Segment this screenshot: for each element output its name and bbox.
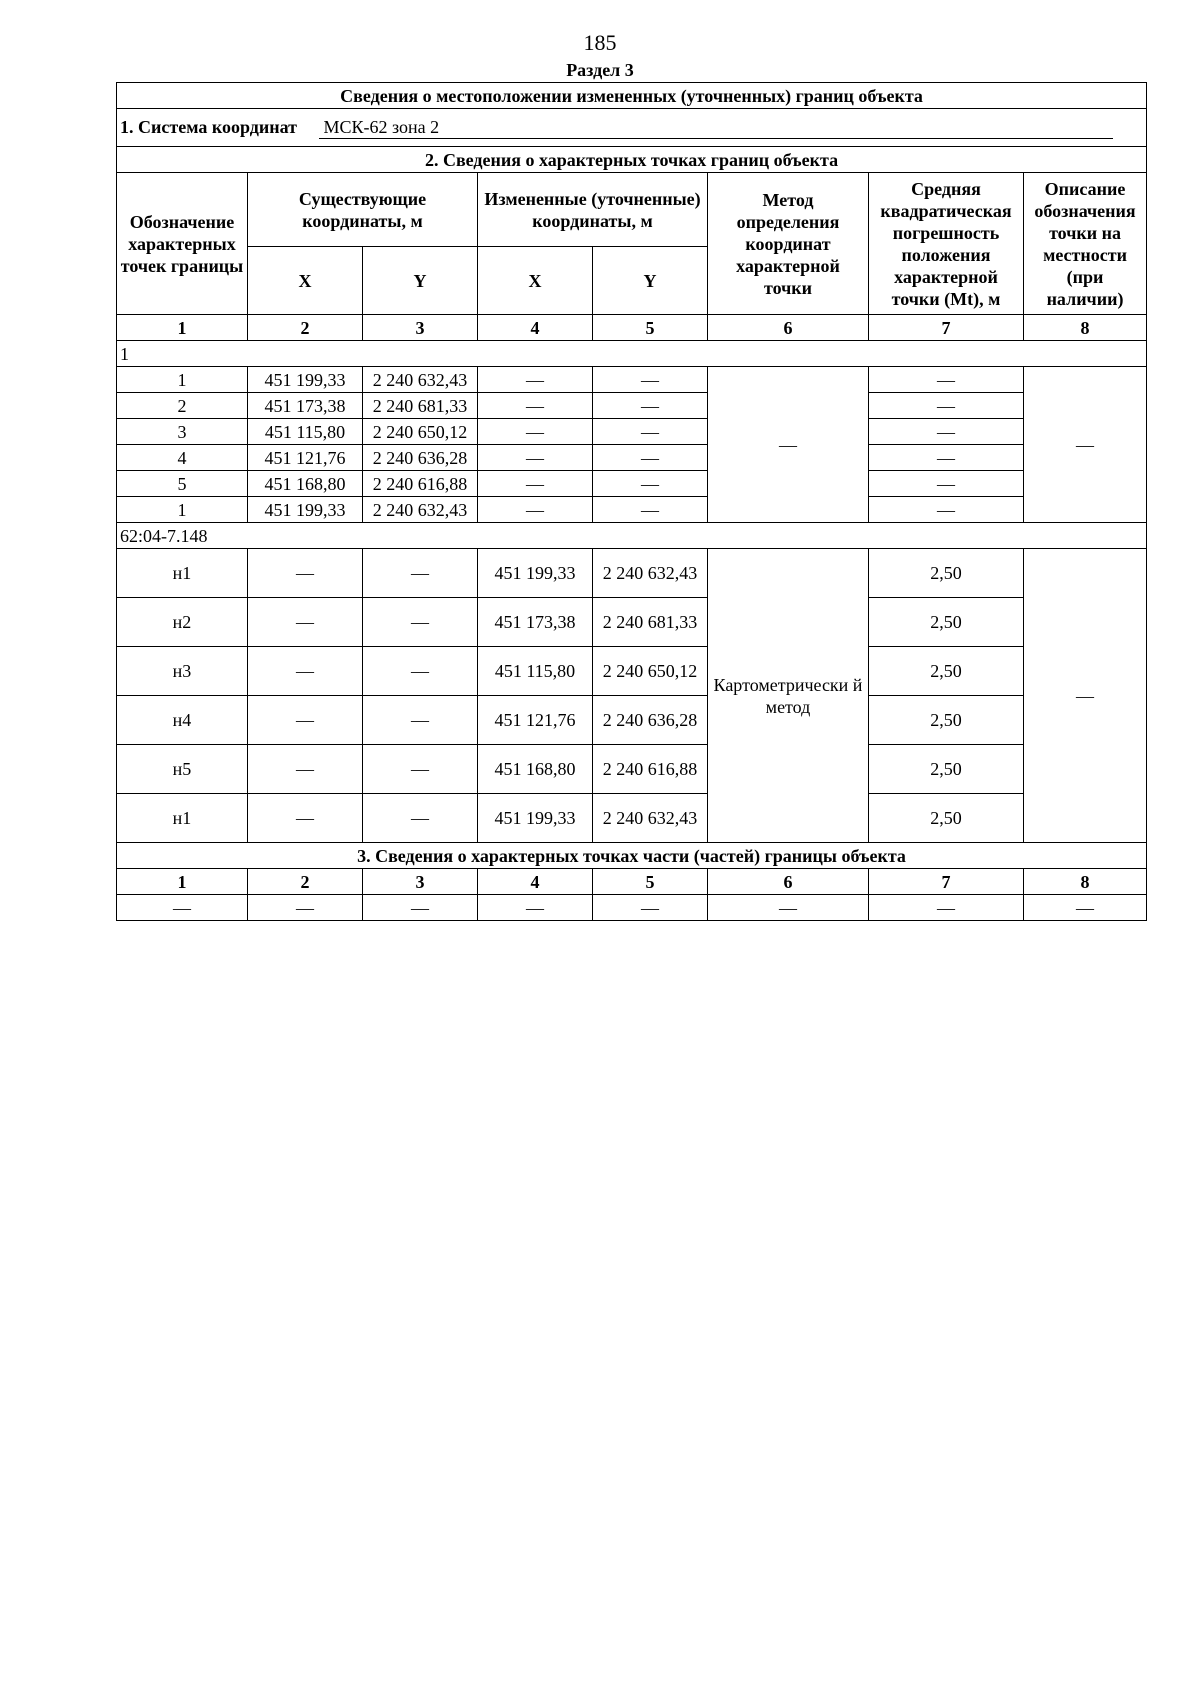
section-title: Раздел 3 — [566, 60, 634, 80]
changed-y: — — [593, 471, 708, 497]
group1-row — [117, 419, 1147, 445]
col-number: 8 — [1024, 869, 1147, 895]
existing-x: 451 121,76 — [248, 445, 363, 471]
changed-x: — — [478, 471, 593, 497]
col-number: 2 — [248, 315, 363, 341]
header-changed-x: X — [478, 247, 593, 315]
parts-cell: — — [248, 895, 363, 921]
description-cell: — — [1024, 367, 1147, 523]
changed-x: 451 199,33 — [478, 549, 593, 598]
points-section-title: 2. Сведения о характерных точках границ объекта — [117, 147, 1147, 173]
col-number: 6 — [708, 869, 869, 895]
point-name: 1 — [117, 367, 248, 393]
changed-x: — — [478, 445, 593, 471]
point-name: н4 — [117, 696, 248, 745]
parts-cell: — — [1024, 895, 1147, 921]
parts-cell: — — [363, 895, 478, 921]
error-value: — — [869, 445, 1024, 471]
existing-x: — — [248, 549, 363, 598]
existing-y: — — [363, 696, 478, 745]
error-value: 2,50 — [869, 745, 1024, 794]
group1-row — [117, 367, 1147, 393]
col-number: 5 — [593, 315, 708, 341]
changed-x: 451 173,38 — [478, 598, 593, 647]
existing-y: 2 240 632,43 — [363, 497, 478, 523]
parts-cell: — — [708, 895, 869, 921]
changed-y: — — [593, 419, 708, 445]
changed-y: — — [593, 367, 708, 393]
existing-x: — — [248, 647, 363, 696]
changed-x: — — [478, 419, 593, 445]
existing-y: 2 240 616,88 — [363, 471, 478, 497]
group2-label: 62:04-7.148 — [117, 523, 1147, 549]
group2-row — [117, 598, 1147, 647]
group2-row — [117, 745, 1147, 794]
existing-y: 2 240 632,43 — [363, 367, 478, 393]
point-name: н3 — [117, 647, 248, 696]
parts-column-numbers-row — [117, 869, 1147, 895]
coord-system-value: МСК-62 зона 2 — [319, 116, 1113, 139]
coord-system-row — [117, 109, 1147, 147]
existing-x: — — [248, 794, 363, 843]
column-numbers-row — [117, 315, 1147, 341]
error-value: 2,50 — [869, 598, 1024, 647]
error-value: — — [869, 471, 1024, 497]
page-number: 185 — [583, 30, 617, 55]
existing-x: — — [248, 598, 363, 647]
changed-x: 451 168,80 — [478, 745, 593, 794]
existing-x: 451 173,38 — [248, 393, 363, 419]
header-existing-x: X — [248, 247, 363, 315]
point-name: н1 — [117, 794, 248, 843]
changed-y: — — [593, 497, 708, 523]
header-changed-coords: Измененные (уточненные) координаты, м — [478, 173, 708, 247]
parts-cell: — — [117, 895, 248, 921]
parts-cell: — — [869, 895, 1024, 921]
method-cell: — — [708, 367, 869, 523]
error-value: 2,50 — [869, 696, 1024, 745]
method-cell: Картометрически й метод — [708, 549, 869, 843]
header-method: Метод определения координат характерной точки — [708, 173, 869, 315]
changed-x: 451 121,76 — [478, 696, 593, 745]
existing-y: — — [363, 794, 478, 843]
header-existing-coords: Существующие координаты, м — [248, 173, 478, 247]
point-name: н1 — [117, 549, 248, 598]
col-number: 6 — [708, 315, 869, 341]
group2-row — [117, 549, 1147, 598]
parts-cell: — — [593, 895, 708, 921]
col-number: 5 — [593, 869, 708, 895]
parts-cell: — — [478, 895, 593, 921]
boundary-table — [116, 82, 1147, 921]
changed-y: 2 240 632,43 — [593, 549, 708, 598]
table-title: Сведения о местоположении измененных (уточненных) границ объекта — [117, 83, 1147, 109]
header-changed-y: Y — [593, 247, 708, 315]
error-value: — — [869, 367, 1024, 393]
description-cell: — — [1024, 549, 1147, 843]
existing-x: 451 199,33 — [248, 367, 363, 393]
parts-section-title: 3. Сведения о характерных точках части (частей) границы объекта — [117, 843, 1147, 869]
existing-y: — — [363, 745, 478, 794]
changed-y: — — [593, 393, 708, 419]
header-error: Средняя квадратическая погрешность положения характерной точки (Mt), м — [869, 173, 1024, 315]
changed-x: — — [478, 497, 593, 523]
changed-x: — — [478, 393, 593, 419]
point-name: 1 — [117, 497, 248, 523]
existing-x: 451 168,80 — [248, 471, 363, 497]
parts-empty-row — [117, 895, 1147, 921]
error-value: 2,50 — [869, 549, 1024, 598]
changed-y: 2 240 632,43 — [593, 794, 708, 843]
col-number: 2 — [248, 869, 363, 895]
existing-y: — — [363, 647, 478, 696]
col-number: 3 — [363, 869, 478, 895]
existing-x: 451 115,80 — [248, 419, 363, 445]
col-number: 1 — [117, 315, 248, 341]
group1-label: 1 — [117, 341, 1147, 367]
changed-x: 451 199,33 — [478, 794, 593, 843]
col-number: 1 — [117, 869, 248, 895]
changed-y: 2 240 681,33 — [593, 598, 708, 647]
col-number: 4 — [478, 315, 593, 341]
col-number: 7 — [869, 869, 1024, 895]
point-name: 4 — [117, 445, 248, 471]
header-existing-y: Y — [363, 247, 478, 315]
group1-row — [117, 497, 1147, 523]
col-number: 8 — [1024, 315, 1147, 341]
existing-x: 451 199,33 — [248, 497, 363, 523]
col-number: 3 — [363, 315, 478, 341]
error-value: — — [869, 497, 1024, 523]
existing-y: — — [363, 549, 478, 598]
point-name: н2 — [117, 598, 248, 647]
existing-x: — — [248, 745, 363, 794]
existing-x: — — [248, 696, 363, 745]
group1-row — [117, 445, 1147, 471]
point-name: н5 — [117, 745, 248, 794]
header-designation: Обозначение характерных точек границы — [117, 173, 248, 315]
col-number: 4 — [478, 869, 593, 895]
existing-y: 2 240 650,12 — [363, 419, 478, 445]
point-name: 2 — [117, 393, 248, 419]
group1-row — [117, 393, 1147, 419]
error-value: 2,50 — [869, 794, 1024, 843]
changed-y: — — [593, 445, 708, 471]
changed-y: 2 240 650,12 — [593, 647, 708, 696]
error-value: — — [869, 419, 1024, 445]
error-value: — — [869, 393, 1024, 419]
col-number: 7 — [869, 315, 1024, 341]
point-name: 3 — [117, 419, 248, 445]
header-description: Описание обозначения точки на местности (при наличии) — [1024, 173, 1147, 315]
group2-row — [117, 794, 1147, 843]
group2-row — [117, 647, 1147, 696]
group2-row — [117, 696, 1147, 745]
changed-y: 2 240 636,28 — [593, 696, 708, 745]
changed-y: 2 240 616,88 — [593, 745, 708, 794]
changed-x: 451 115,80 — [478, 647, 593, 696]
point-name: 5 — [117, 471, 248, 497]
existing-y: 2 240 636,28 — [363, 445, 478, 471]
existing-y: — — [363, 598, 478, 647]
group1-row — [117, 471, 1147, 497]
changed-x: — — [478, 367, 593, 393]
error-value: 2,50 — [869, 647, 1024, 696]
coord-system-label: 1. Система координат — [120, 117, 297, 137]
existing-y: 2 240 681,33 — [363, 393, 478, 419]
